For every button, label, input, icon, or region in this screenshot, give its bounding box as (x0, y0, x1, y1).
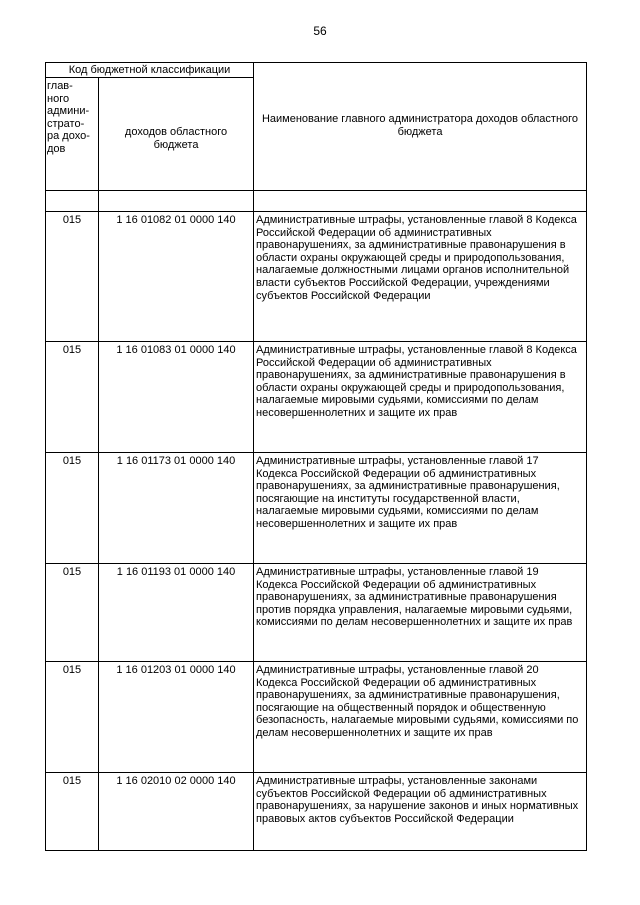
table-row (46, 773, 587, 851)
table-row (46, 662, 587, 773)
administrator-name-cell: Административные штрафы, установленные главой 20 Кодекса Российской Федерации об административных правонарушениях, за административные правонарушения, посягающие на общественный порядок и общественную безопасность, налагаемые мировыми судьями, комиссиями по делам несовершеннолетних и защите их прав (254, 662, 587, 773)
administrator-code-cell: 015 (46, 773, 99, 851)
header-spacer-row (46, 191, 587, 212)
budget-code-cell: 1 16 01173 01 0000 140 (99, 453, 254, 564)
administrator-code-cell: 015 (46, 564, 99, 662)
page-number: 56 (313, 24, 327, 38)
table-row (46, 342, 587, 453)
table-header-row-group (46, 63, 587, 78)
header-administrator-name: Наименование главного администратора доходов областного бюджета (254, 63, 587, 191)
administrator-name-cell: Административные штрафы, установленные главой 17 Кодекса Российской Федерации об административных правонарушениях, за административные правонарушения, посягающие на институты государственной власти, налагаемые мировыми судьями, комиссиями по делам несовершеннолетних и защите их прав (254, 453, 587, 564)
administrator-code-cell: 015 (46, 342, 99, 453)
budget-code-cell: 1 16 01193 01 0000 140 (99, 564, 254, 662)
administrator-name-cell: Административные штрафы, установленные главой 8 Кодекса Российской Федерации об административных правонарушениях, за административные правонарушения в области охраны окружающей среды и природопользования, налагаемые мировыми судьями, комиссиями по делам несовершеннолетних и защите их прав (254, 342, 587, 453)
budget-code-cell: 1 16 01083 01 0000 140 (99, 342, 254, 453)
header-budget-classification-code: Код бюджетной классификации (46, 63, 254, 78)
table-row (46, 564, 587, 662)
budget-code-cell: 1 16 01082 01 0000 140 (99, 212, 254, 342)
budget-code-cell: 1 16 01203 01 0000 140 (99, 662, 254, 773)
administrator-name-cell: Административные штрафы, установленные законами субъектов Российской Федерации об административных правонарушениях, за нарушение законов и иных нормативных правовых актов субъектов Российской Федерации (254, 773, 587, 851)
header-main-administrator-text: глав- ного админи- страто- ра дохо- дов (47, 80, 90, 155)
administrator-code-cell: 015 (46, 453, 99, 564)
table-row (46, 453, 587, 564)
header-main-administrator (46, 78, 99, 191)
table-row (46, 212, 587, 342)
budget-classification-table (45, 62, 587, 851)
administrator-name-cell: Административные штрафы, установленные главой 8 Кодекса Российской Федерации об административных правонарушениях, за административные правонарушения в области охраны окружающей среды и природопользования, налагаемые должностными лицами органов исполнительной власти субъектов Российской Федерации, учреждениями субъектов Российской Федерации (254, 212, 587, 342)
spacer-cell (99, 191, 254, 212)
spacer-cell (46, 191, 99, 212)
spacer-cell (254, 191, 587, 212)
budget-code-cell: 1 16 02010 02 0000 140 (99, 773, 254, 851)
administrator-code-cell: 015 (46, 212, 99, 342)
header-regional-budget-income: доходов областного бюджета (99, 78, 254, 191)
administrator-code-cell: 015 (46, 662, 99, 773)
administrator-name-cell: Административные штрафы, установленные главой 19 Кодекса Российской Федерации об административных правонарушениях, за административные правонарушения против порядка управления, налагаемые мировыми судьями, комиссиями по делам несовершеннолетних и защите их прав (254, 564, 587, 662)
